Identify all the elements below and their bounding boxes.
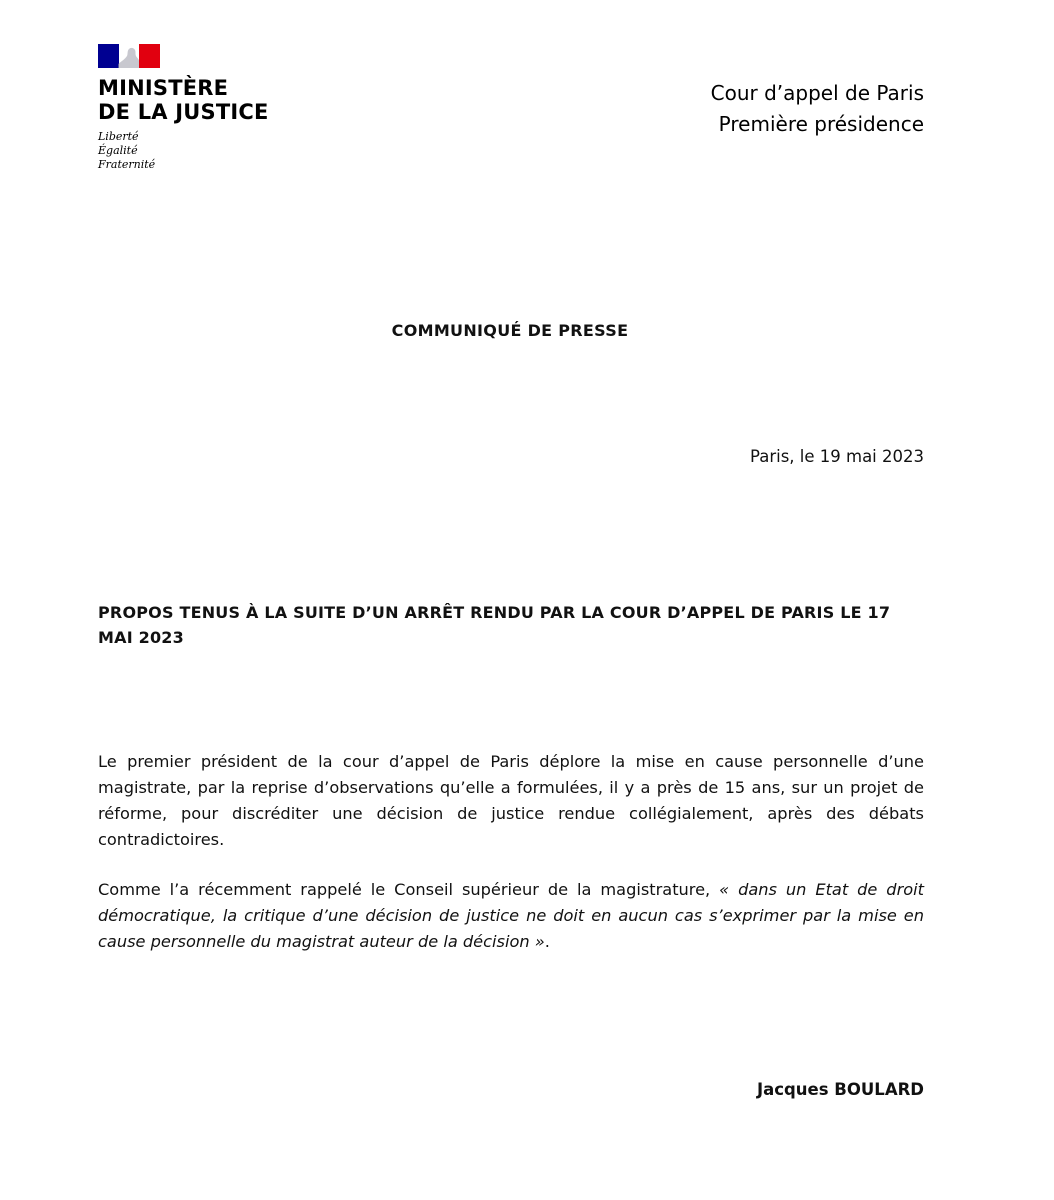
court-header	[711, 78, 924, 140]
paragraph2-intro: Comme l’a récemment rappelé le Conseil supérieur de la magistrature,	[98, 880, 720, 899]
motto-egalite: Égalité	[98, 144, 138, 157]
republic-motto	[98, 130, 269, 172]
document-subject: PROPOS TENUS À LA SUITE D’UN ARRÊT RENDU PAR LA COUR D’APPEL DE PARIS LE 17 MAI 2023	[98, 603, 891, 647]
document-date: Paris, le 19 mai 2023	[750, 447, 924, 466]
ministry-name-line1: MINISTÈRE	[98, 76, 229, 100]
body-paragraph-1: Le premier président de la cour d’appel de Paris déplore la mise en cause personnelle d’une magistrate, par la reprise d’observations qu’elle a formulées, il y a près de 15 ans, sur un projet de réforme, pour discréditer une décision de justice rendue collégialement, après des débats contradictoires.	[98, 752, 924, 849]
signature: Jacques BOULARD	[756, 1080, 924, 1099]
marianne-flag-icon	[98, 44, 160, 68]
csm-quote: « dans un Etat de droit démocratique, la critique d’une décision de justice ne doit en aucun cas s’exprimer par la mise en cause personnelle du magistrat auteur de la décision »	[98, 880, 924, 951]
motto-liberte: Liberté	[98, 130, 139, 143]
ministry-name-line2: DE LA JUSTICE	[98, 100, 269, 124]
paragraph2-end: .	[544, 932, 550, 951]
document-type: COMMUNIQUÉ DE PRESSE	[391, 321, 629, 340]
body-paragraph-2	[98, 877, 924, 955]
motto-fraternite: Fraternité	[98, 158, 156, 171]
ministry-logo	[98, 44, 269, 172]
court-department: Première présidence	[718, 112, 924, 136]
court-name: Cour d’appel de Paris	[710, 81, 924, 105]
